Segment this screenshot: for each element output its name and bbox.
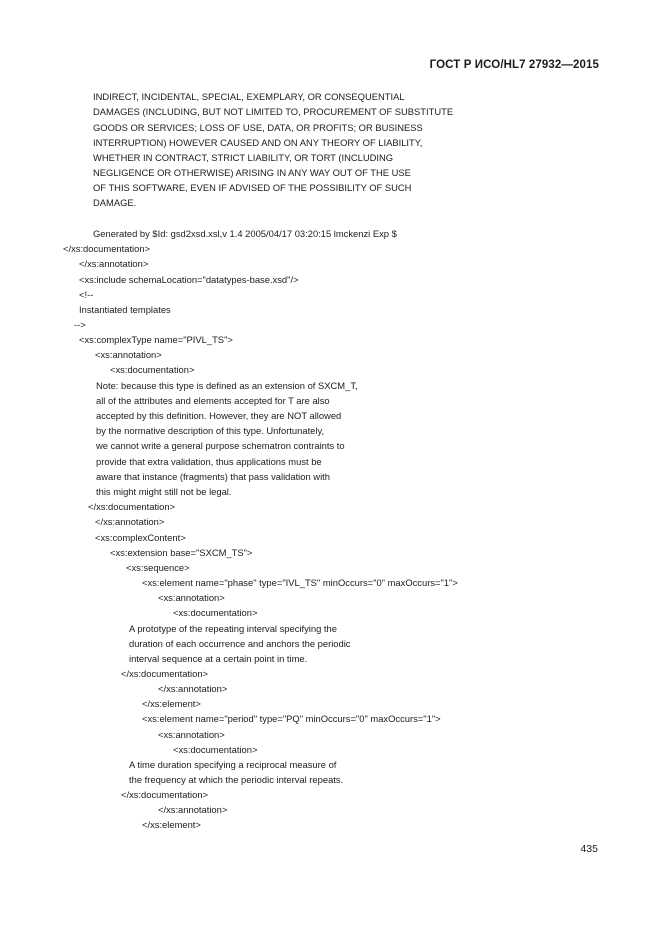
- code-line: </xs:annotation>: [95, 516, 165, 527]
- code-line: <xs:documentation>: [173, 744, 258, 755]
- code-line: -->: [74, 319, 86, 330]
- license-line: DAMAGES (INCLUDING, BUT NOT LIMITED TO, PROCUREMENT OF SUBSTITUTE: [93, 106, 454, 117]
- code-line: <xs:complexType name="PIVL_TS">: [79, 334, 233, 345]
- code-line: <xs:documentation>: [110, 364, 195, 375]
- code-line: provide that extra validation, thus applications must be: [96, 456, 322, 467]
- code-line: aware that instance (fragments) that pass validation with: [96, 471, 330, 482]
- code-line: A prototype of the repeating interval specifying the: [129, 623, 337, 634]
- code-line: </xs:documentation>: [121, 668, 209, 679]
- code-line: <xs:extension base="SXCM_TS">: [110, 547, 253, 558]
- license-line: INDIRECT, INCIDENTAL, SPECIAL, EXEMPLARY, OR CONSEQUENTIAL: [93, 91, 405, 102]
- code-line: <xs:annotation>: [158, 592, 225, 603]
- code-line: <xs:include schemaLocation="datatypes-base.xsd"/>: [79, 274, 299, 285]
- code-line: duration of each occurrence and anchors the periodic: [129, 638, 351, 649]
- code-line: the frequency at which the periodic interval repeats.: [129, 774, 344, 785]
- generated-by-line: Generated by $Id: gsd2xsd.xsl,v 1.4 2005/04/17 03:20:15 lmckenzi Exp $: [93, 228, 397, 239]
- code-line: <xs:annotation>: [95, 349, 162, 360]
- code-line: </xs:annotation>: [158, 804, 228, 815]
- code-line: Instantiated templates: [79, 304, 171, 315]
- code-line: </xs:annotation>: [158, 683, 228, 694]
- code-line: Note: because this type is defined as an extension of SXCM_T,: [96, 380, 358, 391]
- license-line: OF THIS SOFTWARE, EVEN IF ADVISED OF THE POSSIBILITY OF SUCH: [93, 182, 412, 193]
- license-line: GOODS OR SERVICES; LOSS OF USE, DATA, OR PROFITS; OR BUSINESS: [93, 122, 423, 133]
- license-line: NEGLIGENCE OR OTHERWISE) ARISING IN ANY WAY OUT OF THE USE: [93, 167, 411, 178]
- code-line: <xs:sequence>: [126, 562, 190, 573]
- code-line: this might might still not be legal.: [96, 486, 232, 497]
- code-line: </xs:annotation>: [79, 258, 149, 269]
- code-line: interval sequence at a certain point in time.: [129, 653, 308, 664]
- code-line: we cannot write a general purpose schematron contraints to: [96, 440, 345, 451]
- code-line: </xs:documentation>: [63, 243, 151, 254]
- license-line: INTERRUPTION) HOWEVER CAUSED AND ON ANY THEORY OF LIABILITY,: [93, 137, 423, 148]
- code-line: <xs:element name="period" type="PQ" minOccurs="0" maxOccurs="1">: [142, 713, 441, 724]
- code-line: accepted by this definition. However, they are NOT allowed: [96, 410, 342, 421]
- code-line: </xs:documentation>: [121, 789, 209, 800]
- code-line: <xs:element name="phase" type="IVL_TS" minOccurs="0" maxOccurs="1">: [142, 577, 458, 588]
- code-line: </xs:element>: [142, 819, 201, 830]
- code-line: by the normative description of this type. Unfortunately,: [96, 425, 325, 436]
- license-line: DAMAGE.: [93, 197, 137, 208]
- license-line: WHETHER IN CONTRACT, STRICT LIABILITY, OR TORT (INCLUDING: [93, 152, 394, 163]
- code-line: <!--: [79, 289, 94, 300]
- code-line: <xs:documentation>: [173, 607, 258, 618]
- standard-header: ГОСТ Р ИСО/HL7 27932—2015: [429, 59, 599, 71]
- code-line: </xs:element>: [142, 698, 201, 709]
- code-line: A time duration specifying a reciprocal measure of: [129, 759, 337, 770]
- code-line: all of the attributes and elements accepted for T are also: [96, 395, 330, 406]
- code-line: <xs:annotation>: [158, 729, 225, 740]
- page-number: 435: [580, 843, 598, 855]
- code-line: <xs:complexContent>: [95, 532, 186, 543]
- code-line: </xs:documentation>: [88, 501, 176, 512]
